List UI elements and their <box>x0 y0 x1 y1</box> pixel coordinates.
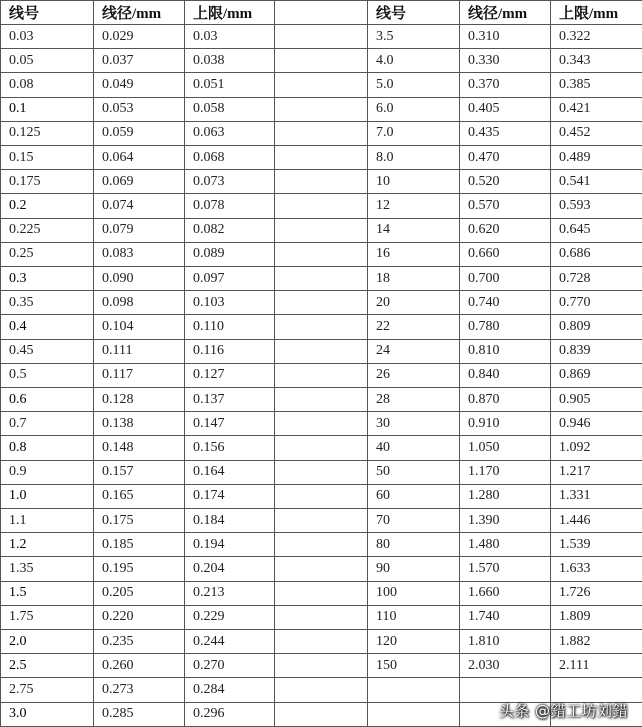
diameter-cell-right: 0.780 <box>460 315 551 339</box>
gauge-cell: 0.08 <box>1 73 94 97</box>
diameter-cell: 0.049 <box>94 73 185 97</box>
table-row <box>1 339 642 363</box>
gauge-cell: 0.9 <box>1 460 94 484</box>
table-row <box>1 460 642 484</box>
diameter-cell: 0.037 <box>94 49 185 73</box>
table-row <box>1 194 642 218</box>
diameter-cell-right: 0.330 <box>460 49 551 73</box>
diameter-cell-right: 1.390 <box>460 509 551 533</box>
gauge-cell-right: 26 <box>368 363 460 387</box>
diameter-cell: 0.220 <box>94 605 185 629</box>
table-row <box>1 654 642 678</box>
table-row <box>1 605 642 629</box>
gauge-cell-right: 90 <box>368 557 460 581</box>
header-cell-spacer <box>275 1 368 25</box>
upper-limit-cell: 0.110 <box>185 315 275 339</box>
gauge-cell: 0.7 <box>1 412 94 436</box>
upper-limit-cell: 0.184 <box>185 509 275 533</box>
table-row <box>1 509 642 533</box>
spacer-cell <box>275 218 368 242</box>
upper-limit-cell: 0.194 <box>185 533 275 557</box>
diameter-cell: 0.098 <box>94 291 185 315</box>
diameter-cell-right: 0.810 <box>460 339 551 363</box>
diameter-cell: 0.074 <box>94 194 185 218</box>
spacer-cell <box>275 73 368 97</box>
upper-limit-cell-right: 0.452 <box>551 121 642 145</box>
upper-limit-cell-right: 0.343 <box>551 49 642 73</box>
diameter-cell: 0.165 <box>94 484 185 508</box>
table-row <box>1 242 642 266</box>
gauge-cell: 1.0 <box>1 484 94 508</box>
table-row <box>1 97 642 121</box>
gauge-cell-right: 120 <box>368 630 460 654</box>
gauge-cell: 0.05 <box>1 49 94 73</box>
spacer-cell <box>275 654 368 678</box>
upper-limit-cell-right: 0.869 <box>551 363 642 387</box>
upper-limit-cell-right: 1.331 <box>551 484 642 508</box>
gauge-cell-right: 30 <box>368 412 460 436</box>
gauge-cell: 2.5 <box>1 654 94 678</box>
upper-limit-cell-right: 0.322 <box>551 25 642 49</box>
gauge-cell-right: 40 <box>368 436 460 460</box>
gauge-cell-right: 8.0 <box>368 146 460 170</box>
table-row <box>1 291 642 315</box>
gauge-cell-right: 4.0 <box>368 49 460 73</box>
gauge-cell: 0.1 <box>1 97 94 121</box>
diameter-cell: 0.285 <box>94 702 185 726</box>
watermark-text: 头条 @錯工坊刘錯 <box>498 702 628 720</box>
spacer-cell <box>275 436 368 460</box>
diameter-cell: 0.148 <box>94 436 185 460</box>
gauge-cell: 0.3 <box>1 267 94 291</box>
gauge-cell-right: 100 <box>368 581 460 605</box>
diameter-cell-right: 0.840 <box>460 363 551 387</box>
gauge-cell: 0.4 <box>1 315 94 339</box>
table-row <box>1 436 642 460</box>
header-cell-upper-limit: 上限/mm <box>185 1 275 25</box>
upper-limit-cell-right: 0.645 <box>551 218 642 242</box>
table-row <box>1 678 642 702</box>
diameter-cell-right: 0.620 <box>460 218 551 242</box>
table-row <box>1 146 642 170</box>
gauge-cell: 0.175 <box>1 170 94 194</box>
diameter-cell-right: 0.570 <box>460 194 551 218</box>
spacer-cell <box>275 581 368 605</box>
upper-limit-cell: 0.063 <box>185 121 275 145</box>
upper-limit-cell: 0.089 <box>185 242 275 266</box>
diameter-cell-right <box>460 678 551 702</box>
diameter-cell: 0.260 <box>94 654 185 678</box>
table-row <box>1 121 642 145</box>
gauge-cell-right: 12 <box>368 194 460 218</box>
header-cell-gauge-right: 线号 <box>368 1 460 25</box>
upper-limit-cell: 0.270 <box>185 654 275 678</box>
spacer-cell <box>275 194 368 218</box>
diameter-cell-right: 2.030 <box>460 654 551 678</box>
spacer-cell <box>275 146 368 170</box>
upper-limit-cell-right: 1.217 <box>551 460 642 484</box>
upper-limit-cell-right: 0.809 <box>551 315 642 339</box>
diameter-cell-right: 0.520 <box>460 170 551 194</box>
table-row <box>1 533 642 557</box>
gauge-cell: 0.8 <box>1 436 94 460</box>
upper-limit-cell-right: 0.593 <box>551 194 642 218</box>
upper-limit-cell-right: 1.092 <box>551 436 642 460</box>
gauge-cell: 0.125 <box>1 121 94 145</box>
upper-limit-cell: 0.082 <box>185 218 275 242</box>
gauge-cell-right: 110 <box>368 605 460 629</box>
upper-limit-cell-right: 0.686 <box>551 242 642 266</box>
table-row <box>1 484 642 508</box>
diameter-cell: 0.273 <box>94 678 185 702</box>
upper-limit-cell: 0.137 <box>185 388 275 412</box>
spacer-cell <box>275 557 368 581</box>
gauge-cell: 3.0 <box>1 702 94 726</box>
header-cell-diameter-right: 线径/mm <box>460 1 551 25</box>
diameter-cell: 0.117 <box>94 363 185 387</box>
diameter-cell: 0.053 <box>94 97 185 121</box>
diameter-cell: 0.235 <box>94 630 185 654</box>
diameter-cell: 0.138 <box>94 412 185 436</box>
upper-limit-cell-right: 0.946 <box>551 412 642 436</box>
gauge-cell: 1.35 <box>1 557 94 581</box>
upper-limit-cell-right: 0.541 <box>551 170 642 194</box>
diameter-cell-right: 0.470 <box>460 146 551 170</box>
upper-limit-cell: 0.147 <box>185 412 275 436</box>
table-row <box>1 412 642 436</box>
gauge-cell-right: 16 <box>368 242 460 266</box>
upper-limit-cell: 0.078 <box>185 194 275 218</box>
diameter-cell: 0.090 <box>94 267 185 291</box>
upper-limit-cell: 0.103 <box>185 291 275 315</box>
spacer-cell <box>275 25 368 49</box>
header-cell-gauge: 线号 <box>1 1 94 25</box>
diameter-cell: 0.064 <box>94 146 185 170</box>
upper-limit-cell: 0.229 <box>185 605 275 629</box>
diameter-cell: 0.111 <box>94 339 185 363</box>
spacer-cell <box>275 315 368 339</box>
diameter-cell-right: 0.435 <box>460 121 551 145</box>
gauge-cell-right <box>368 702 460 726</box>
table-row <box>1 388 642 412</box>
upper-limit-cell-right: 1.539 <box>551 533 642 557</box>
spacer-cell <box>275 388 368 412</box>
spacer-cell <box>275 460 368 484</box>
diameter-cell: 0.157 <box>94 460 185 484</box>
table-row <box>1 25 642 49</box>
diameter-cell: 0.079 <box>94 218 185 242</box>
table-row <box>1 170 642 194</box>
table-row <box>1 73 642 97</box>
header-cell-upper-limit-right: 上限/mm <box>551 1 642 25</box>
gauge-cell: 1.75 <box>1 605 94 629</box>
diameter-cell: 0.083 <box>94 242 185 266</box>
gauge-cell-right: 80 <box>368 533 460 557</box>
diameter-cell: 0.195 <box>94 557 185 581</box>
table-row <box>1 581 642 605</box>
diameter-cell-right: 0.740 <box>460 291 551 315</box>
diameter-cell-right: 1.570 <box>460 557 551 581</box>
gauge-cell-right: 3.5 <box>368 25 460 49</box>
gauge-cell: 1.2 <box>1 533 94 557</box>
gauge-cell-right: 28 <box>368 388 460 412</box>
spacer-cell <box>275 678 368 702</box>
diameter-cell-right: 1.280 <box>460 484 551 508</box>
gauge-cell: 0.25 <box>1 242 94 266</box>
diameter-cell-right: 1.480 <box>460 533 551 557</box>
upper-limit-cell: 0.03 <box>185 25 275 49</box>
gauge-cell-right: 18 <box>368 267 460 291</box>
gauge-cell: 0.2 <box>1 194 94 218</box>
upper-limit-cell: 0.156 <box>185 436 275 460</box>
upper-limit-cell: 0.051 <box>185 73 275 97</box>
gauge-cell: 0.35 <box>1 291 94 315</box>
gauge-cell-right: 24 <box>368 339 460 363</box>
header-cell-diameter: 线径/mm <box>94 1 185 25</box>
table-row <box>1 630 642 654</box>
diameter-cell-right: 0.870 <box>460 388 551 412</box>
gauge-cell: 0.6 <box>1 388 94 412</box>
diameter-cell-right: 0.310 <box>460 25 551 49</box>
spacer-cell <box>275 267 368 291</box>
spacer-cell <box>275 242 368 266</box>
upper-limit-cell-right: 0.385 <box>551 73 642 97</box>
spacer-cell <box>275 291 368 315</box>
upper-limit-cell-right: 0.905 <box>551 388 642 412</box>
gauge-cell-right <box>368 678 460 702</box>
spacer-cell <box>275 363 368 387</box>
upper-limit-cell: 0.038 <box>185 49 275 73</box>
spacer-cell <box>275 630 368 654</box>
upper-limit-cell-right: 1.809 <box>551 605 642 629</box>
spacer-cell <box>275 121 368 145</box>
table-row <box>1 49 642 73</box>
upper-limit-cell-right: 0.728 <box>551 267 642 291</box>
table-row <box>1 363 642 387</box>
upper-limit-cell-right: 1.446 <box>551 509 642 533</box>
gauge-cell: 0.5 <box>1 363 94 387</box>
upper-limit-cell: 0.244 <box>185 630 275 654</box>
diameter-cell-right: 0.660 <box>460 242 551 266</box>
upper-limit-cell-right <box>551 678 642 702</box>
spacer-cell <box>275 49 368 73</box>
upper-limit-cell: 0.204 <box>185 557 275 581</box>
gauge-cell: 1.5 <box>1 581 94 605</box>
gauge-cell: 0.45 <box>1 339 94 363</box>
gauge-cell: 0.225 <box>1 218 94 242</box>
gauge-cell: 2.75 <box>1 678 94 702</box>
diameter-cell: 0.029 <box>94 25 185 49</box>
diameter-cell-right: 0.405 <box>460 97 551 121</box>
upper-limit-cell: 0.213 <box>185 581 275 605</box>
upper-limit-cell-right: 0.489 <box>551 146 642 170</box>
upper-limit-cell: 0.296 <box>185 702 275 726</box>
diameter-cell-right: 1.050 <box>460 436 551 460</box>
spacer-cell <box>275 339 368 363</box>
upper-limit-cell: 0.116 <box>185 339 275 363</box>
upper-limit-cell-right: 0.770 <box>551 291 642 315</box>
gauge-cell-right: 50 <box>368 460 460 484</box>
gauge-cell-right: 60 <box>368 484 460 508</box>
upper-limit-cell-right: 1.726 <box>551 581 642 605</box>
spacer-cell <box>275 97 368 121</box>
gauge-cell: 0.15 <box>1 146 94 170</box>
table-header-row <box>1 1 642 25</box>
gauge-cell-right: 6.0 <box>368 97 460 121</box>
upper-limit-cell: 0.284 <box>185 678 275 702</box>
diameter-cell: 0.175 <box>94 509 185 533</box>
diameter-cell-right: 1.170 <box>460 460 551 484</box>
diameter-cell: 0.104 <box>94 315 185 339</box>
spacer-cell <box>275 605 368 629</box>
upper-limit-cell: 0.164 <box>185 460 275 484</box>
gauge-cell-right: 22 <box>368 315 460 339</box>
table-row <box>1 557 642 581</box>
upper-limit-cell-right: 1.633 <box>551 557 642 581</box>
diameter-cell-right: 0.370 <box>460 73 551 97</box>
upper-limit-cell-right: 0.421 <box>551 97 642 121</box>
table-row <box>1 267 642 291</box>
diameter-cell: 0.059 <box>94 121 185 145</box>
gauge-cell: 0.03 <box>1 25 94 49</box>
diameter-cell-right: 0.700 <box>460 267 551 291</box>
table-body <box>1 25 642 727</box>
spacer-cell <box>275 533 368 557</box>
gauge-cell-right: 5.0 <box>368 73 460 97</box>
gauge-cell-right: 150 <box>368 654 460 678</box>
spacer-cell <box>275 412 368 436</box>
spacer-cell <box>275 509 368 533</box>
upper-limit-cell-right: 2.111 <box>551 654 642 678</box>
spacer-cell <box>275 702 368 726</box>
gauge-cell-right: 70 <box>368 509 460 533</box>
diameter-cell-right: 0.910 <box>460 412 551 436</box>
upper-limit-cell: 0.058 <box>185 97 275 121</box>
spacer-cell <box>275 484 368 508</box>
diameter-cell-right: 1.810 <box>460 630 551 654</box>
spacer-cell <box>275 170 368 194</box>
table-row <box>1 315 642 339</box>
upper-limit-cell: 0.073 <box>185 170 275 194</box>
upper-limit-cell: 0.127 <box>185 363 275 387</box>
diameter-cell: 0.069 <box>94 170 185 194</box>
diameter-cell-right: 1.740 <box>460 605 551 629</box>
upper-limit-cell-right: 0.839 <box>551 339 642 363</box>
diameter-cell: 0.205 <box>94 581 185 605</box>
diameter-cell: 0.185 <box>94 533 185 557</box>
gauge-cell-right: 10 <box>368 170 460 194</box>
gauge-cell-right: 20 <box>368 291 460 315</box>
upper-limit-cell: 0.097 <box>185 267 275 291</box>
gauge-cell-right: 14 <box>368 218 460 242</box>
upper-limit-cell: 0.174 <box>185 484 275 508</box>
upper-limit-cell-right: 1.882 <box>551 630 642 654</box>
gauge-cell: 2.0 <box>1 630 94 654</box>
diameter-cell-right: 1.660 <box>460 581 551 605</box>
table-row <box>1 218 642 242</box>
diameter-cell: 0.128 <box>94 388 185 412</box>
gauge-cell: 1.1 <box>1 509 94 533</box>
gauge-cell-right: 7.0 <box>368 121 460 145</box>
upper-limit-cell: 0.068 <box>185 146 275 170</box>
